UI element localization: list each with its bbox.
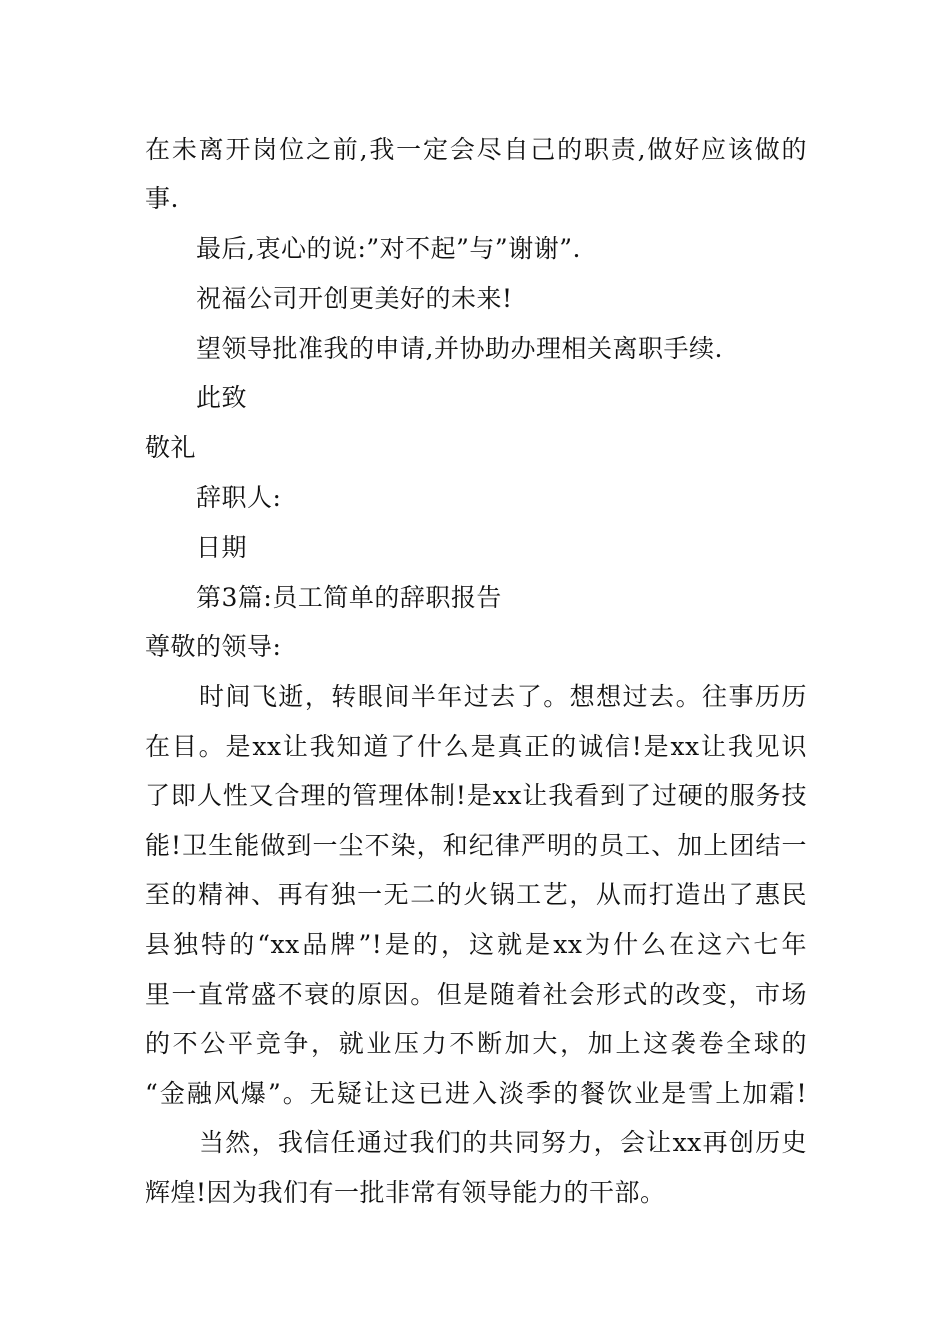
paragraph-line: “金融风爆”。无疑让这已进入淡季的餐饮业是雪上加霜!	[145, 1079, 807, 1108]
paragraph-line: 在未离开岗位之前,我一定会尽自己的职责,做好应该做的	[145, 135, 807, 164]
paragraph-line: 里一直常盛不衰的原因。但是随着社会形式的改变，市场	[145, 980, 807, 1009]
paragraph-line: 能!卫生能做到一尘不染，和纪律严明的员工、加上团结一	[145, 831, 807, 860]
signature-label: 辞职人:	[196, 483, 282, 512]
paragraph-line: 在目。是xx让我知道了什么是真正的诚信!是xx让我见识	[145, 732, 807, 761]
closing-regards: 敬礼	[145, 433, 197, 462]
section-heading: 第3篇:员工简单的辞职报告	[196, 583, 502, 612]
paragraph-line: 县独特的“xx品牌”!是的，这就是xx为什么在这六七年	[145, 930, 807, 959]
paragraph-line: 望领导批准我的申请,并协助办理相关离职手续.	[196, 334, 723, 363]
paragraph-line: 祝福公司开创更美好的未来!	[196, 284, 513, 313]
paragraph-line: 事.	[145, 184, 179, 213]
paragraph-line: 至的精神、再有独一无二的火锅工艺，从而打造出了惠民	[145, 880, 807, 909]
date-label: 日期	[196, 533, 248, 562]
letter-greeting: 尊敬的领导:	[145, 632, 282, 661]
closing-salutation: 此致	[196, 383, 248, 412]
paragraph-line: 当然，我信任通过我们的共同努力，会让xx再创历史	[199, 1128, 807, 1157]
paragraph-line: 辉煌!因为我们有一批非常有领导能力的干部。	[145, 1178, 666, 1207]
paragraph-line: 了即人性又合理的管理体制!是xx让我看到了过硬的服务技	[145, 781, 807, 810]
paragraph-line: 时间飞逝，转眼间半年过去了。想想过去。往事历历	[199, 682, 807, 711]
paragraph-line: 最后,衷心的说:”对不起”与”谢谢”.	[196, 234, 581, 263]
paragraph-line: 的不公平竞争，就业压力不断加大，加上这袭卷全球的	[145, 1029, 807, 1058]
